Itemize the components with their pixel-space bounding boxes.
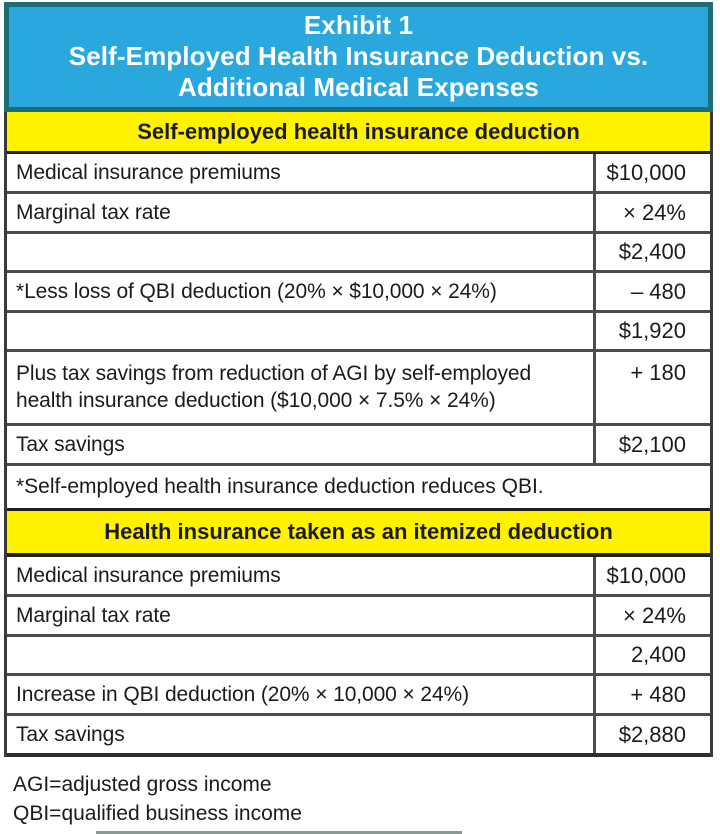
- table-row: [7, 313, 710, 352]
- row-label: [7, 234, 593, 270]
- row-value: $2,100: [593, 426, 710, 463]
- table-row: [7, 676, 710, 716]
- legend-qbi: QBI=qualified business income: [13, 802, 302, 825]
- row-label: Medical insurance premiums: [16, 564, 281, 587]
- deduction-table: [4, 112, 713, 757]
- row-label: [7, 313, 593, 349]
- table-row: [7, 557, 710, 597]
- row-value: $10,000: [593, 154, 710, 191]
- table-row: [7, 194, 710, 234]
- exhibit-title-line2: Self-Employed Health Insurance Deduction vs.: [68, 41, 649, 71]
- section-header-self-employed: Self-employed health insurance deduction: [7, 112, 710, 154]
- table-row: [7, 716, 710, 757]
- row-label: Medical insurance premiums: [16, 161, 281, 184]
- table-row: [7, 352, 710, 426]
- row-label: Tax savings: [16, 723, 125, 746]
- row-value: $10,000: [593, 557, 710, 594]
- table-row: [7, 234, 710, 273]
- row-label: [7, 637, 593, 673]
- section-header-itemized: Health insurance taken as an itemized deduction: [7, 511, 710, 557]
- exhibit-title-line1: Exhibit 1: [303, 10, 414, 40]
- row-label: Marginal tax rate: [16, 201, 171, 224]
- table-row: [7, 426, 710, 466]
- row-value: – 480: [593, 273, 710, 310]
- legend-agi: AGI=adjusted gross income: [13, 773, 272, 796]
- exhibit-container: [4, 2, 713, 757]
- table-row: [7, 273, 710, 313]
- row-value: $1,920: [593, 313, 710, 349]
- row-value: $2,400: [593, 234, 710, 270]
- table-row: [7, 597, 710, 637]
- exhibit-title-line3: Additional Medical Expenses: [177, 72, 539, 102]
- row-value: 2,400: [593, 637, 710, 673]
- row-value: × 24%: [593, 194, 710, 231]
- row-value: $2,880: [593, 716, 710, 753]
- exhibit-title-box: [4, 2, 713, 112]
- row-label: *Less loss of QBI deduction (20% × $10,000 × 24%): [16, 280, 497, 303]
- row-value: + 480: [593, 676, 710, 713]
- abbreviation-legend: [13, 770, 720, 828]
- table-row: [7, 154, 710, 194]
- table-row: [7, 637, 710, 676]
- qbi-footnote: *Self-employed health insurance deduction reduces QBI.: [7, 466, 710, 511]
- row-label: Tax savings: [16, 433, 125, 456]
- row-value: × 24%: [593, 597, 710, 634]
- row-label: Plus tax savings from reduction of AGI by self-employed health insurance deduction ($10,000 × 7.5% × 24%): [16, 362, 532, 412]
- row-value: + 180: [593, 352, 710, 423]
- row-label: Increase in QBI deduction (20% × 10,000 × 24%): [16, 683, 470, 706]
- row-label: Marginal tax rate: [16, 604, 171, 627]
